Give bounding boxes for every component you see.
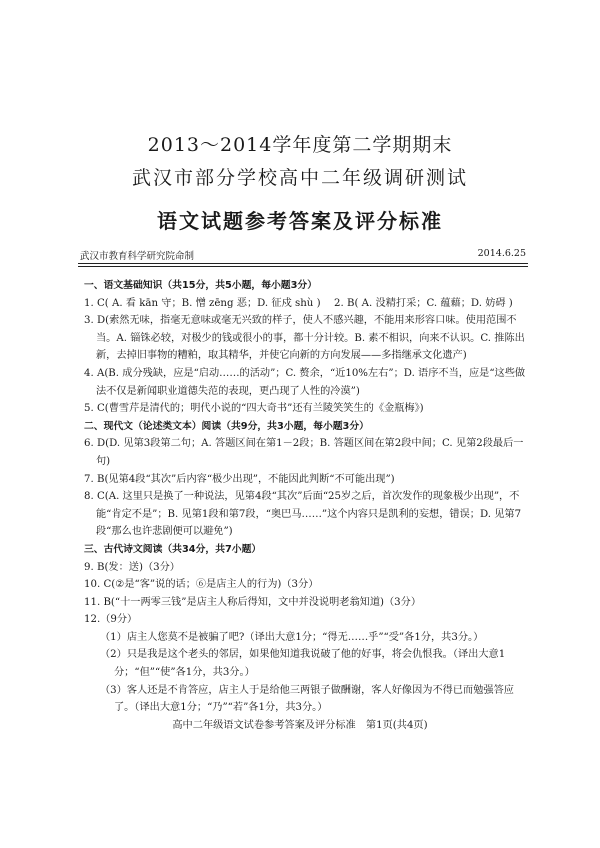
answer-item-3: 3. D(索然无味，指毫无意味或毫无兴致的样子，使人不感兴趣，不能用来形容口味。使用范围不当。A. 锱铢必较，对极少的钱或很小的事，都十分计较。B. 素不相识，向来不认识。C. 推陈出新，去掉旧事物的糟粕，取其精华，并使它向新的方向发展——多指继承文化遗产): [84, 315, 525, 362]
answer-item-7: 7. B(见第4段“其次”后内容“极少出现”，不能因此判断“不可能出现”): [84, 473, 395, 485]
header-rule-thin: [78, 266, 528, 267]
answer-item-4: 4. A(B. 成分残缺，应是“启动……的活动”；C. 赘余，“近10%左右”；D. 语序不当，应是“这些做法不仅是新闻职业道德失范的表现，更凸现了人性的冷漠”): [84, 367, 526, 397]
answer-item-1-2: 1. C( A. 看 kān 守；B. 憎 zēng 恶；D. 征戍 shù ) 2. B( A. 没精打采；C. 蕴藉；D. 妨碍 ): [84, 297, 513, 309]
page-footer: 高中二年级语文试卷参考答案及评分标准 第1页(共4页): [172, 720, 428, 731]
issue-date: 2014.6.25: [477, 248, 526, 259]
answer-item-12-3: （3）客人还是不肯答应，店主人于是给他三两银子做酬谢，客人好像因为不得已而勉强答应了。（译出大意1分；“乃”“若”各1分，共3分。）: [100, 684, 514, 714]
issuing-organization: 武汉市教育科学研究院命制: [80, 251, 195, 262]
header-rule-thick: [78, 263, 528, 264]
exam-term-title: 2013～2014学年度第二学期期末: [147, 134, 453, 156]
answer-item-12-1: （1）店主人您莫不是被骗了吧?（译出大意1分；“得无……乎”“受”各1分，共3分。）: [100, 631, 484, 643]
exam-name-title: 武汉市部分学校高中二年级调研测试: [131, 167, 468, 189]
section-heading-3: 三、古代诗文阅读（共34分，共7小题）: [84, 543, 262, 555]
answer-item-5: 5. C(曹雪芹是清代的；明代小说的“四大奇书”还有兰陵笑笑生的《金瓶梅》): [84, 403, 424, 415]
answer-item-8: 8. C(A. 这里只是换了一种说法，见第4段“其次”后面“25岁之后，首次发作的现象极少出现”，不能“肯定不是”；B. 见第1段和第7段，“奥巴马……”这个内容只是凯利的妄想，错误；D. 见第7段“那么也许悲剧便可以避免”): [84, 491, 522, 538]
answer-item-11: 11. B(“十一两零三钱”是店主人称后得知，文中并没说明老翁知道)（3分）: [84, 596, 422, 608]
answer-item-12-2: （2）只是我是这个老头的邻居，如果他知道我说破了他的好事，将会仇恨我。（译出大意1分；“但”“使”各1分，共3分。）: [100, 649, 506, 679]
answer-item-6: 6. D(D. 见第3段第二句；A. 答题区间在第1－2段；B. 答题区间在第2段中间；C. 见第2段最后一句): [84, 438, 524, 467]
document-title: 语文试题参考答案及评分标准: [157, 209, 443, 233]
section-heading-2: 二、现代文（论述类文本）阅读（共9分，共3小题，每小题3分）: [84, 420, 369, 432]
answer-item-10: 10. C(②是“客”说的话；⑥是店主人的行为)（3分）: [84, 579, 319, 591]
document-meta: [80, 248, 526, 262]
answer-content: [84, 277, 530, 717]
answer-item-12: 12.（9分）: [84, 614, 138, 626]
answer-item-9: 9. B(发：送)（3分）: [84, 561, 180, 573]
section-heading-1: 一、语文基础知识（共15分，共5小题，每小题3分）: [84, 280, 318, 291]
